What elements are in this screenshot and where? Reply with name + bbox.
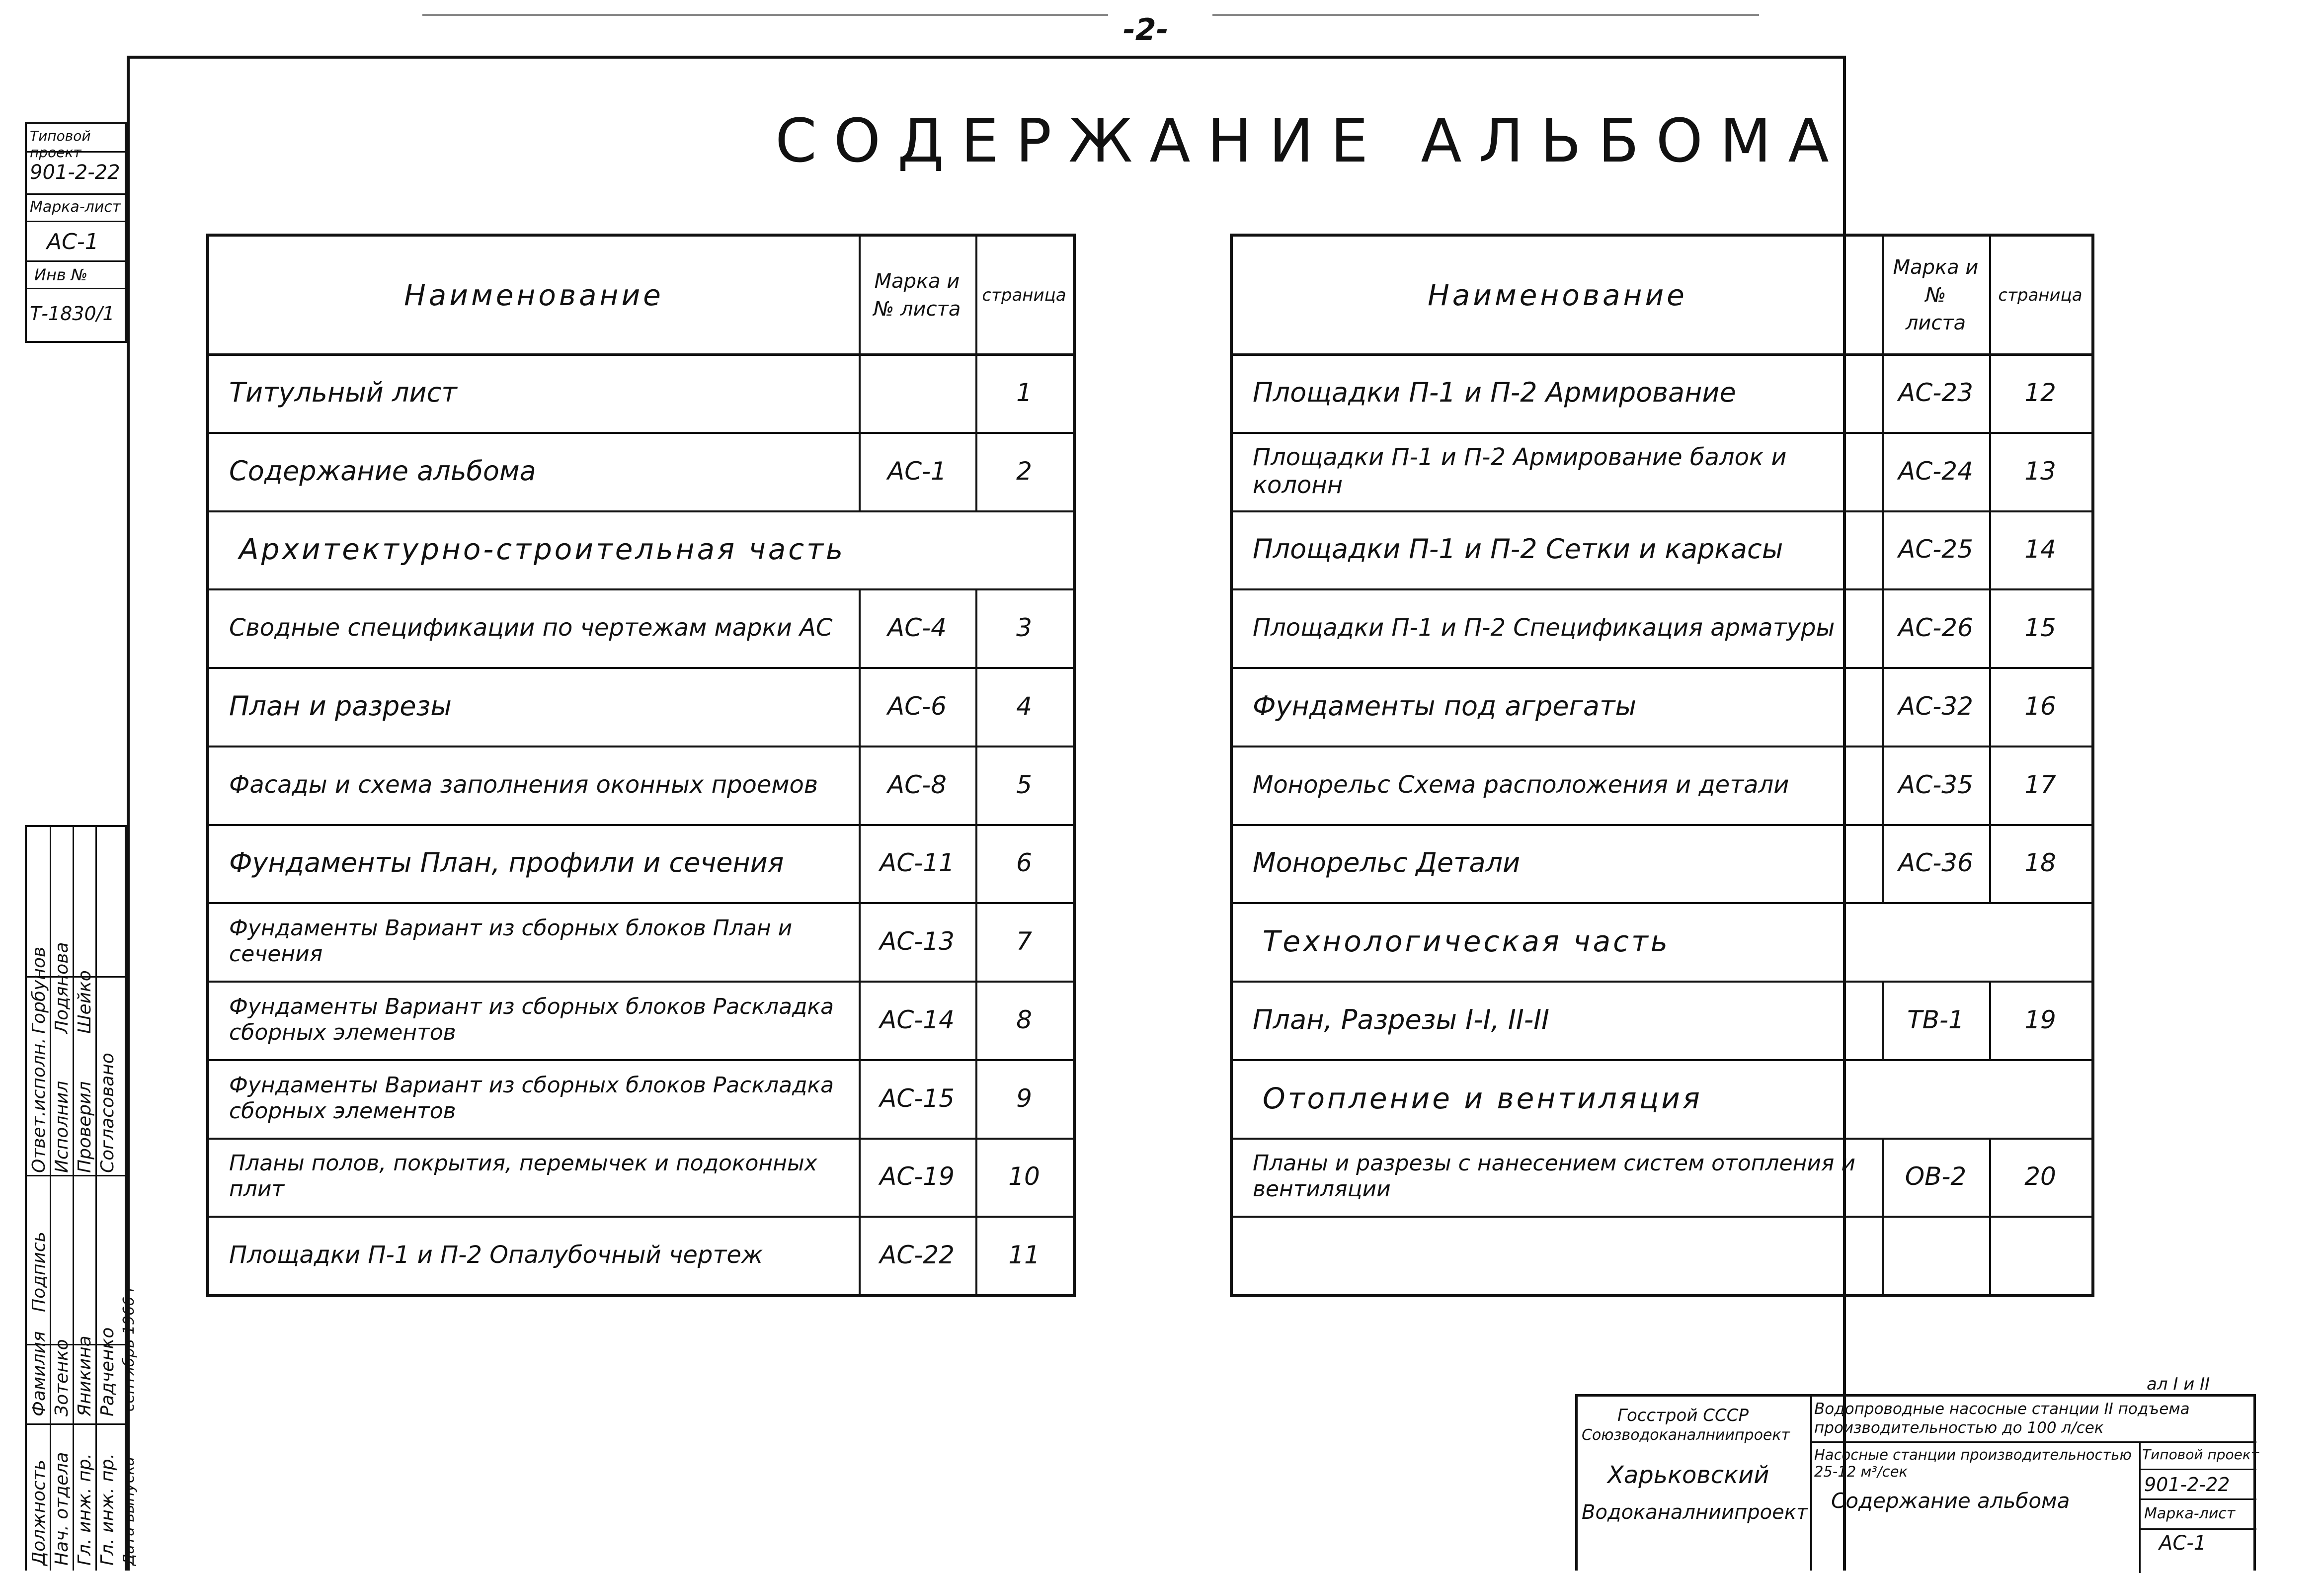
header-name: Наименование <box>404 278 664 312</box>
contents-table-right <box>1230 234 2094 1297</box>
sig-role-3: Гл. инж. пр. <box>75 1453 95 1566</box>
list-item-page: 17 <box>2024 770 2056 799</box>
list-item-page: 19 <box>2024 1005 2056 1034</box>
page-title: СОДЕРЖАНИЕ АЛЬБОМА <box>775 107 1846 176</box>
list-item-mark: АС-24 <box>1898 456 1973 486</box>
list-item-mark: АС-23 <box>1898 378 1973 407</box>
list-item-name: Фундаменты Вариант из сборных блоков План и сечения <box>229 915 793 967</box>
list-item-mark <box>859 353 975 432</box>
list-item-page: 8 <box>1016 1005 1032 1034</box>
title-block <box>1575 1394 2259 1571</box>
list-item-mark: АС-1 <box>887 456 947 486</box>
list-item-mark <box>1882 1216 1989 1294</box>
side-project-label: Типовой проект <box>30 128 91 161</box>
header-mark: Марка и № листа <box>1893 255 1979 334</box>
list-item-name: Площадки П-1 и П-2 Армирование <box>1253 376 1736 408</box>
side-project-number: 901-2-22 <box>30 161 120 184</box>
sig-role-4: Гл. инж. пр. <box>97 1453 118 1566</box>
header-page: страница <box>982 285 1066 305</box>
top-dash-line <box>422 14 1108 16</box>
list-item-name: Площадки П-1 и П-2 Спецификация арматуры <box>1253 614 1835 642</box>
list-item-page: 13 <box>2024 456 2056 486</box>
sig-name-3: Яникина <box>75 1335 95 1416</box>
side-mark: АС-1 <box>47 229 99 254</box>
list-item-page: 15 <box>2024 613 2056 643</box>
sig-col2-3: Проверил <box>75 1081 95 1173</box>
list-item-mark: ТВ-1 <box>1907 1005 1964 1034</box>
sig-col2-name-2: Лодянова <box>52 942 72 1034</box>
list-item-mark: АС-26 <box>1898 613 1973 643</box>
tb-mark: АС-1 <box>2159 1532 2207 1555</box>
sig-role-2: Нач. отдела <box>52 1452 72 1566</box>
header-page: страница <box>1998 285 2083 305</box>
tb-org1: Госстрой СССР <box>1617 1406 1749 1425</box>
list-item-mark: АС-13 <box>880 927 955 956</box>
list-item-page: 3 <box>1016 613 1032 643</box>
tb-sheet-title: Содержание альбома <box>1831 1489 2070 1513</box>
list-item-page: 6 <box>1016 848 1032 878</box>
contents-table-left <box>206 234 1076 1297</box>
section-heading: Архитектурно-строительная часть <box>239 532 846 567</box>
list-item-page: 11 <box>1008 1241 1040 1270</box>
list-item-page: 14 <box>2024 535 2056 564</box>
header-name: Наименование <box>1428 278 1687 312</box>
sig-name-2: Зотенко <box>52 1339 72 1416</box>
list-item-name: План и разрезы <box>229 690 452 722</box>
list-item-page: 4 <box>1016 691 1032 721</box>
list-item-name: Фундаменты Вариант из сборных блоков Раскладка сборных элементов <box>229 1072 834 1124</box>
list-item-mark: АС-8 <box>887 770 947 799</box>
list-item-name: Фасады и схема заполнения оконных проемов <box>229 770 818 799</box>
section-heading: Отопление и вентиляция <box>1263 1081 1702 1115</box>
tb-org3: Харьковский <box>1607 1461 1769 1489</box>
list-item-page: 18 <box>2024 848 2056 878</box>
list-item-name: Сводные спецификации по чертежам марки АС <box>229 614 833 642</box>
side-inv-number: Т-1830/1 <box>30 303 115 325</box>
list-item-page: 9 <box>1016 1083 1032 1113</box>
sig-date: сентябрь 1966 г <box>120 1284 138 1411</box>
sig-role-5: Дата выпуска <box>120 1457 138 1566</box>
tb-mark-label: Марка-лист <box>2144 1505 2236 1522</box>
list-item-mark: ОВ-2 <box>1905 1162 1967 1191</box>
list-item-name: Монорельс Схема расположения и детали <box>1253 770 1789 799</box>
list-item-page <box>1989 1216 2091 1294</box>
page-number: -2- <box>1123 12 1169 47</box>
list-item-mark: АС-4 <box>887 613 947 643</box>
sig-col2-2: Исполнил <box>52 1080 72 1173</box>
list-item-mark: АС-11 <box>880 848 955 878</box>
sig-name-4: Радченко <box>97 1327 118 1416</box>
list-item-page: 20 <box>2024 1162 2056 1191</box>
sig-col3-label: Подпись <box>29 1232 49 1312</box>
list-item-name: Фундаменты План, профили и сечения <box>229 847 784 879</box>
top-dash-line-right <box>1212 14 1759 16</box>
tb-subobject: Насосные станции производительностью 25-12 м³/сек <box>1814 1446 2132 1480</box>
list-item-mark: АС-15 <box>880 1083 955 1113</box>
sig-col2-4: Согласовано <box>97 1053 118 1173</box>
sig-col2-name-1: Горбунов <box>29 946 49 1034</box>
list-item-name: Монорельс Детали <box>1253 847 1521 879</box>
list-item-name: Планы и разрезы с нанесением систем отопления и вентиляции <box>1253 1151 1855 1202</box>
list-item-name: Фундаменты под агрегаты <box>1253 690 1637 722</box>
tb-org2: Союзводоканалниипроект <box>1582 1426 1790 1444</box>
list-item-mark: АС-19 <box>880 1162 955 1191</box>
section-heading: Технологическая часть <box>1263 924 1670 959</box>
list-item-name: Площадки П-1 и П-2 Сетки и каркасы <box>1253 533 1783 565</box>
list-item-page: 2 <box>1016 456 1032 486</box>
list-item-name: Фундаменты Вариант из сборных блоков Раскладка сборных элементов <box>229 994 834 1045</box>
list-item-page: 1 <box>1016 378 1032 407</box>
list-item-name: Планы полов, покрытия, перемычек и подоконных плит <box>229 1151 817 1202</box>
sig-col2-1: Ответ.исполн. <box>29 1038 49 1173</box>
list-item-page: 16 <box>2024 691 2056 721</box>
list-item-name: План, Разрезы I-I, II-II <box>1253 1003 1550 1035</box>
header-mark: Марка и № листа <box>873 269 961 321</box>
sig-name-1: Фамилия <box>29 1331 49 1416</box>
tb-org4: Водоканалниипроект <box>1582 1501 1808 1524</box>
list-item-mark: АС-32 <box>1898 691 1973 721</box>
list-item-name: Содержание альбома <box>229 455 536 487</box>
tb-project-number: 901-2-22 <box>2144 1474 2230 1495</box>
list-item-mark: АС-6 <box>887 691 947 721</box>
list-item-mark: АС-22 <box>880 1241 955 1270</box>
list-item-mark: АС-36 <box>1898 848 1973 878</box>
sig-col2-name-3: Шейко <box>75 970 95 1034</box>
sig-role-1: Должность <box>29 1459 49 1566</box>
tb-project-label: Типовой проект <box>2142 1446 2259 1463</box>
list-item-name: Площадки П-1 и П-2 Армирование балок и колонн <box>1253 443 1787 499</box>
list-item-mark: АС-25 <box>1898 535 1973 564</box>
list-item-name <box>1233 1216 1882 1294</box>
list-item-page: 10 <box>1008 1162 1040 1191</box>
list-item-page: 5 <box>1016 770 1032 799</box>
list-item-mark: АС-14 <box>880 1005 955 1034</box>
tb-object: Водопроводные насосные станции II подъема производительностью до 100 л/сек <box>1814 1400 2190 1437</box>
list-item-page: 7 <box>1016 927 1032 956</box>
album-note: ал I и II <box>2147 1374 2210 1394</box>
list-item-page: 12 <box>2024 378 2056 407</box>
side-inv-label: Инв № <box>34 265 88 284</box>
list-item-mark: АС-35 <box>1898 770 1973 799</box>
side-stamp <box>25 122 127 343</box>
side-mark-label: Марка-лист <box>30 198 121 216</box>
list-item-name: Титульный лист <box>229 376 457 408</box>
list-item-name: Площадки П-1 и П-2 Опалубочный чертеж <box>229 1241 763 1269</box>
